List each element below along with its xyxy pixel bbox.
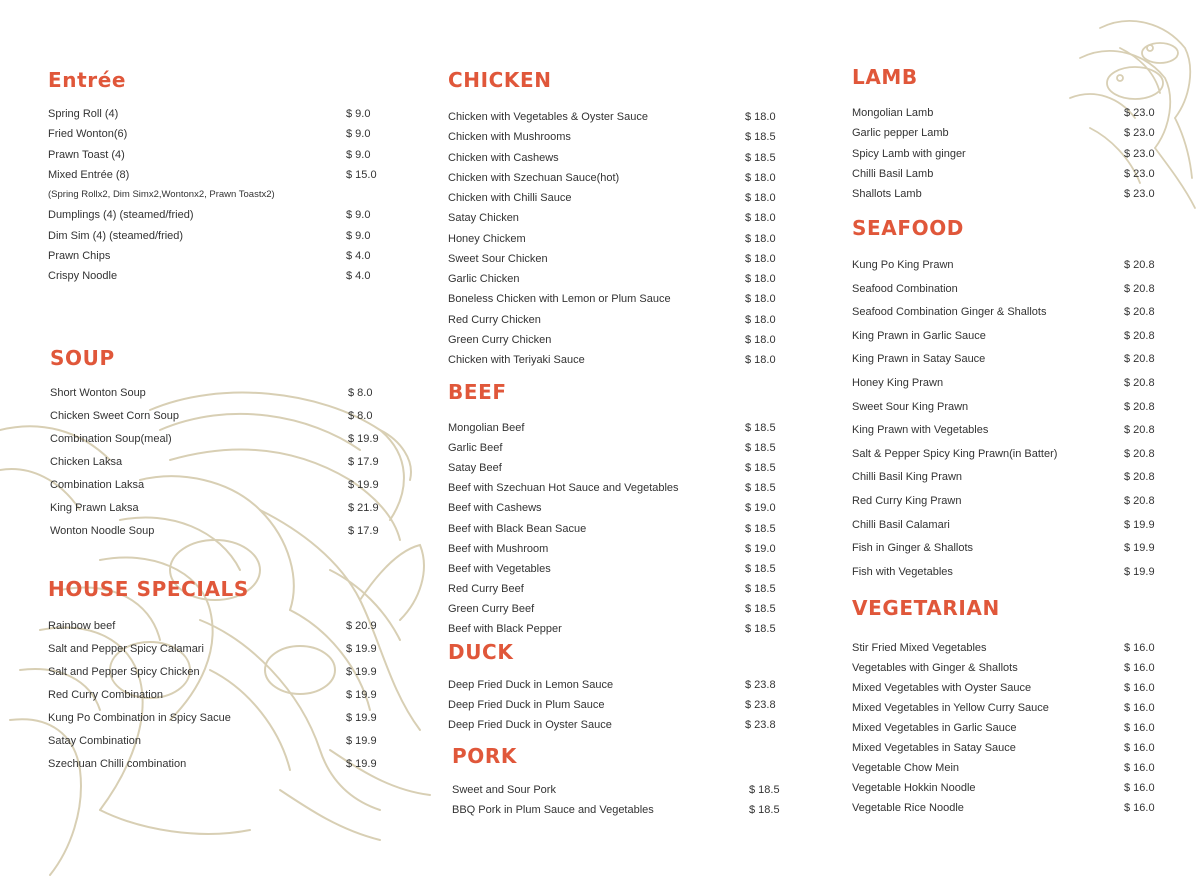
menu-item — [852, 350, 1172, 368]
menu-item-name: Mixed Vegetables with Oyster Sauce — [852, 682, 1032, 694]
menu-item-price: $ 23.0 — [1124, 127, 1155, 140]
menu-item — [50, 407, 378, 425]
menu-item — [48, 166, 378, 184]
menu-item-name: Red Curry King Prawn — [852, 495, 962, 507]
menu-item-price: $ 9.0 — [346, 229, 371, 242]
menu-item-name: Salt and Pepper Spicy Calamari — [48, 643, 204, 655]
menu-item-name: Kung Po King Prawn — [852, 259, 954, 271]
menu-item — [852, 280, 1172, 298]
menu-item-price: $ 23.0 — [1124, 107, 1155, 119]
menu-item-price: $ 23.0 — [1124, 147, 1155, 160]
menu-item-name: King Prawn with Vegetables — [852, 424, 989, 437]
menu-item — [448, 520, 788, 538]
menu-item — [452, 801, 788, 819]
menu-item-price: $ 19.9 — [346, 689, 377, 701]
menu-item — [852, 539, 1172, 557]
section-heading: PORK — [452, 744, 517, 768]
menu-item — [852, 516, 1172, 534]
menu-item-name: Chicken with Cashews — [448, 151, 559, 164]
menu-item-name: Honey Chickem — [448, 232, 526, 245]
menu-item — [448, 676, 788, 694]
menu-item-price: $ 20.8 — [1124, 424, 1155, 437]
menu-item — [852, 699, 1172, 717]
menu-item-price: $ 18.5 — [745, 442, 776, 455]
menu-item-price: $ 19.9 — [1124, 518, 1155, 531]
menu-item-price: $ 18.0 — [745, 313, 776, 326]
menu-item — [852, 759, 1172, 777]
menu-item-name: Combination Soup(meal) — [50, 433, 172, 445]
menu-item-price: $ 9.0 — [346, 209, 371, 222]
menu-item-name: Combination Laksa — [50, 479, 145, 491]
menu-item-name: Garlic Chicken — [448, 273, 520, 285]
menu-item — [448, 620, 788, 638]
menu-item-name: Fish in Ginger & Shallots — [852, 542, 974, 555]
menu-item — [448, 189, 788, 207]
section-heading: VEGETARIAN — [852, 596, 1000, 620]
menu-item-name: Satay Combination — [48, 735, 141, 747]
menu-item-price: $ 18.0 — [745, 252, 776, 265]
menu-item-name: King Prawn in Satay Sauce — [852, 353, 986, 366]
menu-item — [852, 639, 1172, 657]
menu-item — [50, 384, 378, 402]
menu-item-price: $ 23.0 — [1124, 167, 1155, 180]
menu-item-name: Mixed Vegetables in Satay Sauce — [852, 742, 1016, 754]
menu-item-name: Rainbow beef — [48, 620, 116, 632]
menu-item — [448, 696, 788, 714]
menu-item-price: $ 19.9 — [346, 643, 377, 655]
menu-item-price: $ 18.0 — [745, 232, 776, 245]
menu-item-price: $ 19.9 — [346, 712, 377, 724]
menu-item-price: $ 19.9 — [348, 479, 379, 491]
menu-item-name: Satay Beef — [448, 462, 502, 475]
menu-item — [48, 125, 378, 143]
menu-item-price: $ 18.5 — [749, 784, 780, 796]
menu-item — [48, 186, 378, 204]
menu-item — [50, 522, 378, 540]
menu-item — [452, 781, 788, 799]
menu-item — [852, 659, 1172, 677]
menu-item — [48, 640, 378, 658]
menu-item — [852, 421, 1172, 439]
menu-item — [48, 227, 378, 245]
menu-item-name: Chicken with Vegetables & Oyster Sauce — [448, 111, 648, 123]
menu-item-name: Wonton Noodle Soup — [50, 525, 155, 537]
menu-item-price: $ 20.8 — [1124, 329, 1155, 342]
menu-item-price: $ 18.0 — [745, 333, 776, 346]
menu-item-name: Mixed Vegetables in Garlic Sauce — [852, 722, 1017, 734]
menu-item-price: $ 18.0 — [745, 212, 776, 225]
menu-item-name: Garlic pepper Lamb — [852, 127, 949, 140]
menu-item-price: $ 19.9 — [346, 666, 377, 678]
menu-item-price: $ 20.8 — [1124, 400, 1155, 413]
menu-item-name: Sweet and Sour Pork — [452, 784, 556, 796]
menu-item-price: $ 23.8 — [745, 719, 776, 731]
menu-item-name: Sweet Sour King Prawn — [852, 400, 969, 413]
menu-item-name: Mongolian Lamb — [852, 107, 934, 119]
menu-item — [852, 327, 1172, 345]
menu-item — [448, 459, 788, 477]
menu-item-price: $ 18.5 — [745, 522, 776, 535]
menu-item-price: $ 23.8 — [745, 679, 776, 691]
menu-item-name: Chicken with Chilli Sauce — [448, 192, 572, 204]
menu-item-price: $ 4.0 — [346, 270, 371, 282]
menu-item-name: Vegetable Hokkin Noodle — [852, 782, 976, 794]
menu-item-price: $ 16.0 — [1124, 802, 1155, 814]
menu-item — [448, 560, 788, 578]
menu-item-price: $ 18.0 — [745, 354, 776, 366]
menu-item-name: Red Curry Chicken — [448, 313, 541, 326]
menu-item-name: Chilli Basil Lamb — [852, 167, 934, 180]
menu-item-name: Beef with Black Pepper — [448, 623, 562, 635]
menu-item-price: $ 19.9 — [348, 433, 379, 445]
menu-item-name: Satay Chicken — [448, 212, 519, 225]
menu-item — [448, 250, 788, 268]
menu-item-price: $ 9.0 — [346, 128, 371, 141]
menu-item-price: $ 18.0 — [745, 293, 776, 306]
menu-item — [50, 476, 378, 494]
menu-item-name: Deep Fried Duck in Oyster Sauce — [448, 719, 612, 731]
menu-item — [852, 492, 1172, 510]
menu-item-price: $ 19.9 — [1124, 565, 1155, 578]
menu-item-price: $ 18.0 — [745, 171, 776, 184]
menu-item-price: $ 16.0 — [1124, 682, 1155, 694]
menu-item-price: $ 16.0 — [1124, 742, 1155, 754]
menu-item-price: $ 20.8 — [1124, 377, 1155, 389]
menu-item-price: $ 20.8 — [1124, 306, 1155, 319]
menu-item-price: $ 18.5 — [749, 804, 780, 816]
menu-item — [50, 430, 378, 448]
menu-item-name: King Prawn Laksa — [50, 502, 139, 514]
menu-item — [448, 600, 788, 618]
section-heading: SOUP — [50, 346, 115, 370]
menu-item — [48, 206, 378, 224]
menu-item-name: Deep Fried Duck in Lemon Sauce — [448, 679, 614, 691]
menu-item-name: Chicken with Szechuan Sauce(hot) — [448, 171, 620, 184]
menu-item-price: $ 18.5 — [745, 562, 776, 575]
menu-item — [448, 149, 788, 167]
menu-item-price: $ 18.0 — [745, 192, 776, 204]
section-heading: BEEF — [448, 380, 507, 404]
section-heading: Entrée — [48, 68, 127, 92]
menu-item-name: Mixed Vegetables in Yellow Curry Sauce — [852, 702, 1049, 714]
menu-item-name: (Spring Rollx2, Dim Simx2,Wontonx2, Prawn Toastx2) — [48, 189, 275, 200]
menu-item — [448, 540, 788, 558]
menu-item — [852, 104, 1172, 122]
menu-item — [852, 165, 1172, 183]
menu-item-price: $ 23.0 — [1124, 188, 1155, 200]
menu-item — [852, 398, 1172, 416]
menu-item-name: Salt & Pepper Spicy King Prawn(in Batter) — [852, 447, 1058, 460]
menu-item-price: $ 18.5 — [745, 462, 776, 475]
menu-item — [852, 124, 1172, 142]
menu-item-price: $ 16.0 — [1124, 662, 1155, 674]
menu-item-price: $ 20.8 — [1124, 259, 1155, 271]
menu-item — [448, 108, 788, 126]
menu-item-name: Red Curry Combination — [48, 689, 163, 701]
menu-item-name: Chicken with Mushrooms — [448, 131, 571, 144]
menu-item — [448, 716, 788, 734]
menu-item-name: Stir Fried Mixed Vegetables — [852, 642, 987, 654]
menu-item — [50, 499, 378, 517]
menu-item — [448, 270, 788, 288]
menu-item — [48, 663, 378, 681]
menu-item — [448, 311, 788, 329]
menu-item — [48, 686, 378, 704]
menu-item-name: Prawn Toast (4) — [48, 148, 125, 161]
menu-item-price: $ 20.8 — [1124, 353, 1155, 366]
menu-item-price: $ 4.0 — [346, 249, 371, 262]
menu-item-price: $ 16.0 — [1124, 722, 1155, 734]
menu-item-name: Chilli Basil Calamari — [852, 518, 950, 531]
menu-item-name: Beef with Cashews — [448, 502, 542, 515]
menu-item — [852, 799, 1172, 817]
menu-item — [48, 247, 378, 265]
menu-item-price: $ 16.0 — [1124, 702, 1155, 714]
menu-item — [448, 419, 788, 437]
menu-item-name: Dumplings (4) (steamed/fried) — [48, 209, 194, 222]
menu-item-name: Spicy Lamb with ginger — [852, 147, 966, 160]
menu-item-price: $ 20.8 — [1124, 447, 1155, 460]
menu-item-name: Green Curry Chicken — [448, 333, 552, 346]
menu-item-price: $ 20.8 — [1124, 471, 1155, 484]
menu-item-price: $ 18.5 — [745, 131, 776, 144]
menu-item-name: Spring Roll (4) — [48, 108, 119, 120]
menu-item-price: $ 16.0 — [1124, 762, 1155, 774]
menu-item — [852, 739, 1172, 757]
menu-item-price: $ 17.9 — [348, 456, 379, 468]
menu-item-price: $ 9.0 — [346, 148, 371, 161]
menu-item — [48, 105, 378, 123]
menu-item — [448, 479, 788, 497]
menu-item — [448, 439, 788, 457]
menu-item-name: Vegetable Rice Noodle — [852, 802, 964, 814]
menu-item-name: Fried Wonton(6) — [48, 128, 128, 141]
menu-item-price: $ 18.0 — [745, 111, 776, 123]
menu-item — [48, 267, 378, 285]
menu-item-price: $ 19.0 — [745, 542, 776, 555]
menu-item-name: Short Wonton Soup — [50, 387, 146, 399]
menu-item-price: $ 8.0 — [348, 410, 373, 422]
menu-item-name: Beef with Mushroom — [448, 542, 549, 555]
menu-item-name: Seafood Combination Ginger & Shallots — [852, 306, 1047, 319]
menu-item-price: $ 18.5 — [745, 151, 776, 164]
menu-item-price: $ 19.0 — [745, 502, 776, 515]
menu-item-name: Chicken Laksa — [50, 456, 123, 468]
menu-item — [48, 709, 378, 727]
menu-item-price: $ 20.8 — [1124, 495, 1155, 507]
menu-item-name: Shallots Lamb — [852, 188, 922, 200]
menu-item-name: Prawn Chips — [48, 249, 111, 262]
section-heading: HOUSE SPECIALS — [48, 577, 249, 601]
menu-item — [852, 563, 1172, 581]
menu-item — [852, 445, 1172, 463]
menu-item — [48, 732, 378, 750]
menu-item-name: Chicken with Teriyaki Sauce — [448, 354, 585, 366]
menu-item-name: Seafood Combination — [852, 282, 958, 295]
menu-item-name: Mixed Entrée (8) — [48, 168, 130, 181]
menu-item — [48, 146, 378, 164]
menu-item-name: Deep Fried Duck in Plum Sauce — [448, 699, 605, 711]
section-heading: CHICKEN — [448, 68, 552, 92]
menu-item — [852, 374, 1172, 392]
menu-item — [852, 303, 1172, 321]
menu-item-price: $ 20.8 — [1124, 282, 1155, 295]
menu-item-name: Fish with Vegetables — [852, 565, 953, 578]
menu-item — [852, 719, 1172, 737]
menu-item-name: Mongolian Beef — [448, 422, 525, 434]
menu-item — [48, 617, 378, 635]
menu-item-name: Garlic Beef — [448, 442, 503, 455]
menu-item-name: Chilli Basil King Prawn — [852, 471, 963, 484]
menu-item-name: King Prawn in Garlic Sauce — [852, 329, 986, 342]
menu-item-name: Beef with Vegetables — [448, 562, 551, 575]
menu-item-price: $ 8.0 — [348, 387, 373, 399]
menu-item — [48, 755, 378, 773]
menu-item-price: $ 18.5 — [745, 482, 776, 495]
menu-item-name: Sweet Sour Chicken — [448, 252, 548, 265]
menu-item-price: $ 15.0 — [346, 168, 377, 181]
menu-item-name: Boneless Chicken with Lemon or Plum Sauce — [448, 293, 671, 306]
section-heading: SEAFOOD — [852, 216, 965, 240]
menu-item-price: $ 18.5 — [745, 602, 776, 615]
menu-item-name: Beef with Black Bean Sacue — [448, 522, 587, 535]
menu-item-name: Honey King Prawn — [852, 377, 944, 389]
menu-item-name: Beef with Szechuan Hot Sauce and Vegetables — [448, 482, 679, 495]
menu-item-name: Vegetable Chow Mein — [852, 762, 960, 774]
menu-item-name: Green Curry Beef — [448, 602, 535, 615]
menu-item — [852, 779, 1172, 797]
menu-item-price: $ 18.5 — [745, 582, 776, 595]
menu-item-name: Crispy Noodle — [48, 270, 118, 282]
menu-item — [852, 256, 1172, 274]
menu-item-name: Chicken Sweet Corn Soup — [50, 410, 180, 422]
menu-item — [852, 679, 1172, 697]
section-heading: LAMB — [852, 65, 918, 89]
menu-item-price: $ 18.0 — [745, 273, 776, 285]
menu-item-price: $ 16.0 — [1124, 782, 1155, 794]
menu-item — [448, 128, 788, 146]
menu-item-price: $ 18.5 — [745, 623, 776, 635]
menu-item — [448, 351, 788, 369]
menu-item — [448, 580, 788, 598]
menu-item-name: Salt and Pepper Spicy Chicken — [48, 666, 200, 678]
menu-item — [448, 209, 788, 227]
menu-item-price: $ 21.9 — [348, 502, 379, 514]
menu-item-price: $ 17.9 — [348, 525, 379, 537]
menu-item — [448, 169, 788, 187]
menu-item — [448, 230, 788, 248]
menu-item — [448, 331, 788, 349]
menu-item-price: $ 20.9 — [346, 620, 377, 632]
menu-item — [50, 453, 378, 471]
menu-item — [852, 145, 1172, 163]
menu-item-name: Kung Po Combination in Spicy Sacue — [48, 712, 231, 724]
menu-item-name: Dim Sim (4) (steamed/fried) — [48, 229, 184, 242]
menu-item-price: $ 19.9 — [1124, 542, 1155, 555]
menu-item — [852, 468, 1172, 486]
menu-item — [448, 290, 788, 308]
menu-item — [852, 185, 1172, 203]
menu-item-price: $ 9.0 — [346, 108, 371, 120]
section-heading: DUCK — [448, 640, 514, 664]
menu-item-price: $ 19.9 — [346, 758, 377, 770]
menu-item-name: Red Curry Beef — [448, 582, 524, 595]
menu-item-name: BBQ Pork in Plum Sauce and Vegetables — [452, 804, 654, 816]
menu-item-price: $ 18.5 — [745, 422, 776, 434]
menu-item-price: $ 16.0 — [1124, 642, 1155, 654]
menu-item-price: $ 19.9 — [346, 735, 377, 747]
menu-item-name: Szechuan Chilli combination — [48, 758, 187, 770]
menu-item-price: $ 23.8 — [745, 699, 776, 711]
menu-item-name: Vegetables with Ginger & Shallots — [852, 662, 1018, 674]
menu-item — [448, 499, 788, 517]
